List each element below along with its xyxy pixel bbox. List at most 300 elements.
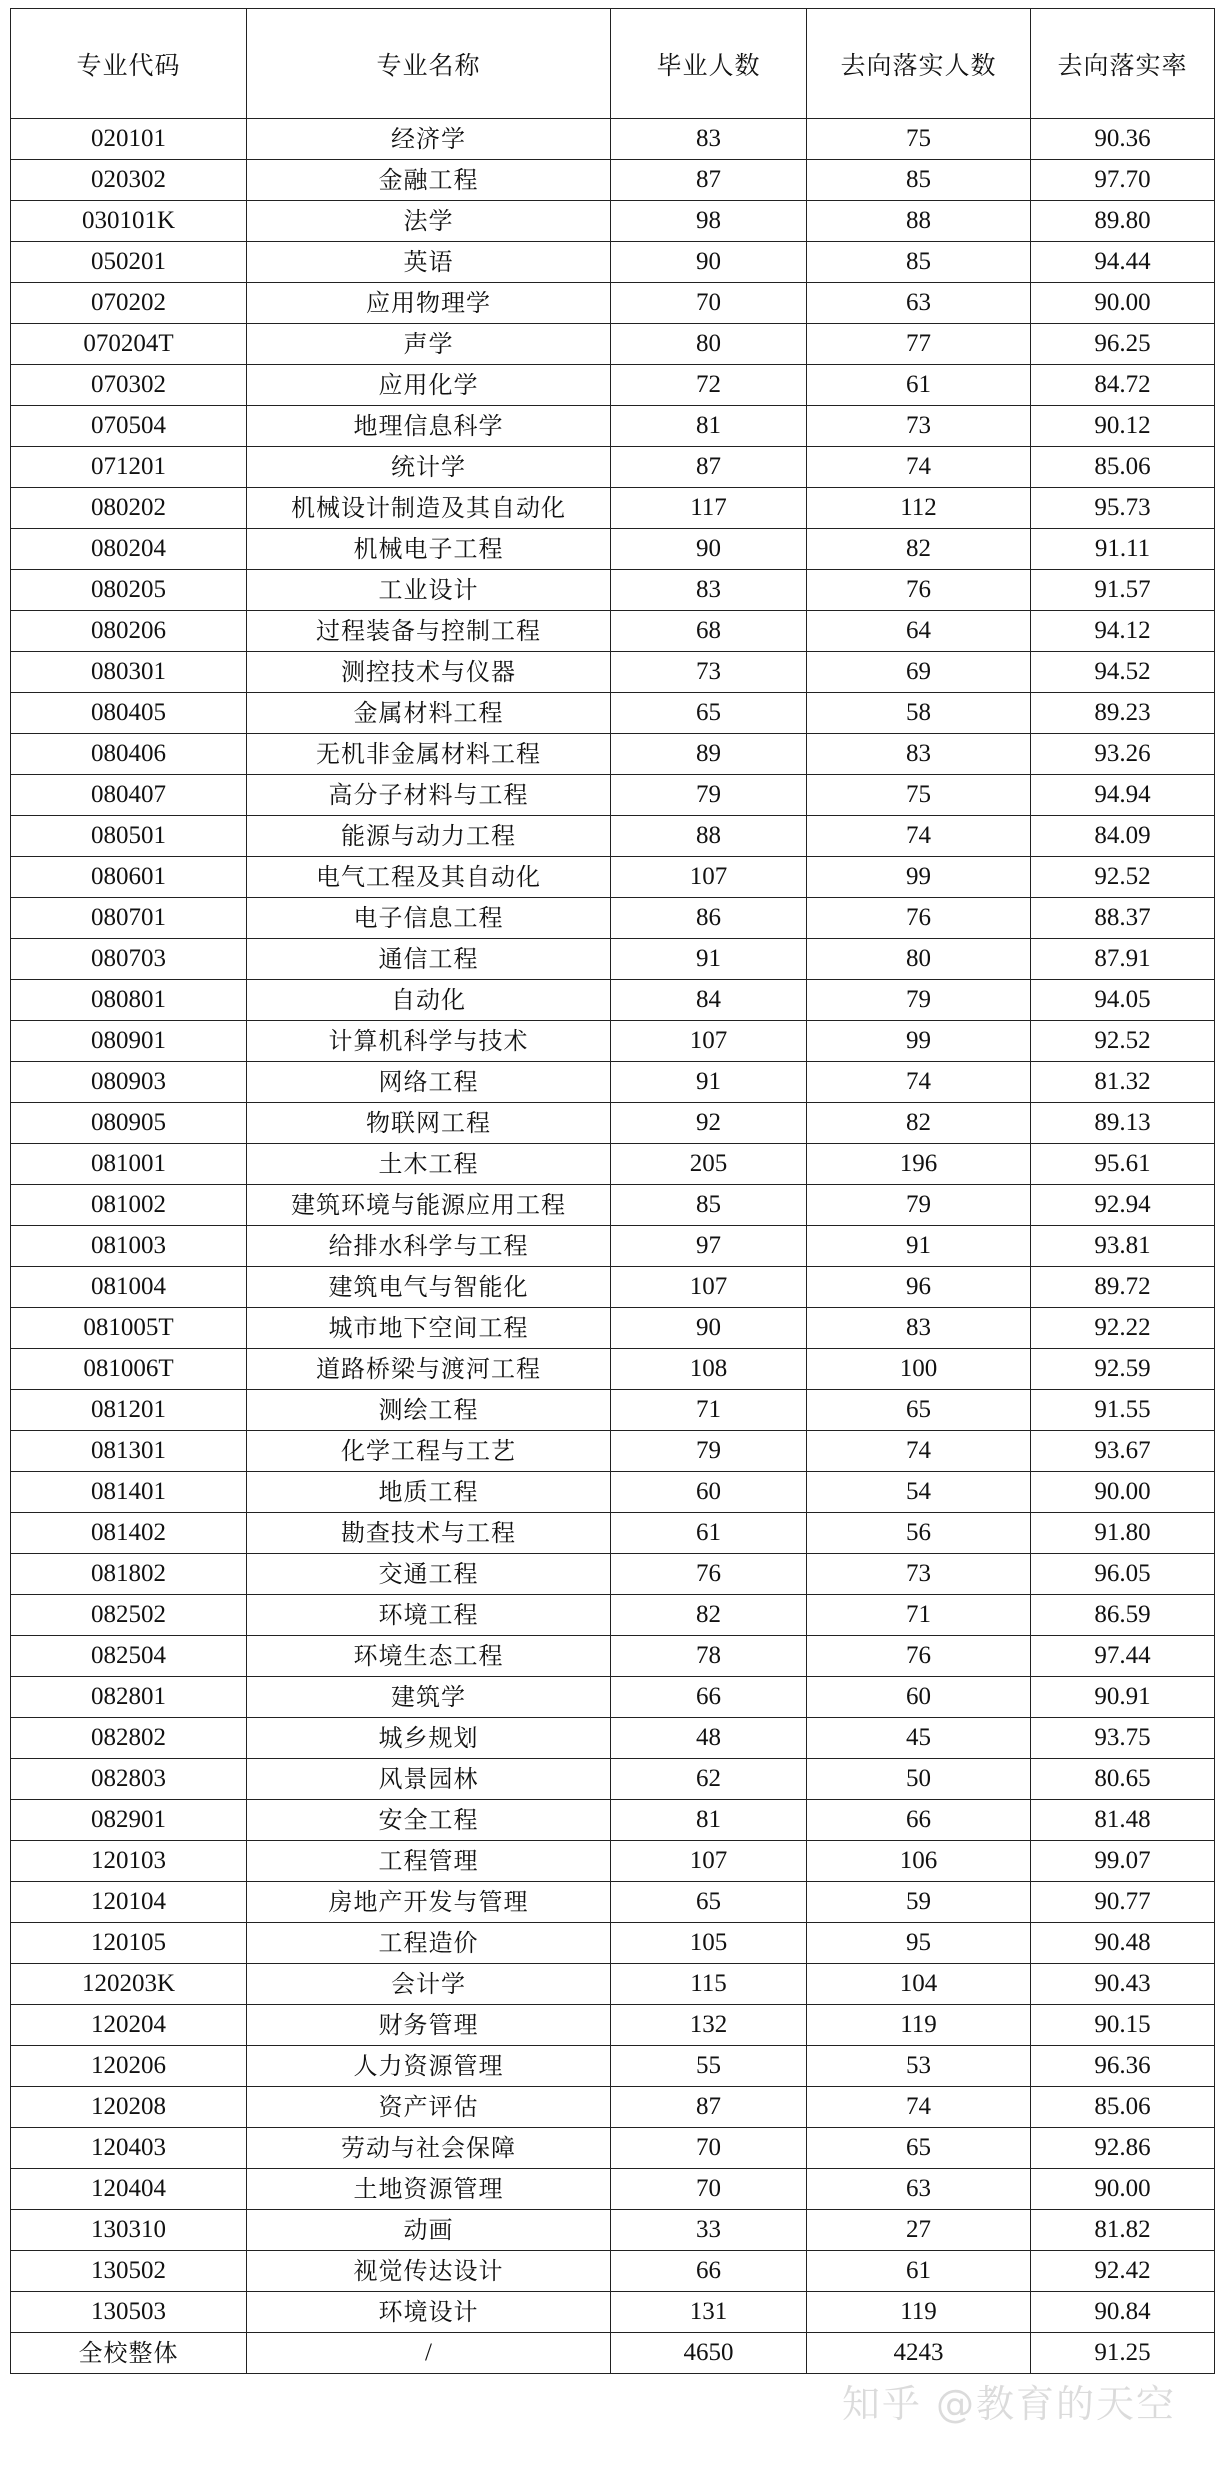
table-body	[11, 119, 1215, 2333]
cell-placement-rate: 89.80	[1031, 201, 1215, 242]
cell-placement-rate: 90.84	[1031, 2292, 1215, 2333]
cell-major-code: 070202	[11, 283, 247, 324]
table-row	[11, 1308, 1215, 1349]
cell-graduates: 70	[611, 2169, 807, 2210]
cell-major-name: 化学工程与工艺	[247, 1431, 611, 1472]
cell-placed: 77	[807, 324, 1031, 365]
table-row	[11, 1103, 1215, 1144]
cell-placement-rate: 92.52	[1031, 857, 1215, 898]
table-row	[11, 775, 1215, 816]
cell-major-name: 电气工程及其自动化	[247, 857, 611, 898]
cell-graduates: 107	[611, 1841, 807, 1882]
cell-major-name: 英语	[247, 242, 611, 283]
cell-major-name: 视觉传达设计	[247, 2251, 611, 2292]
cell-placement-rate: 99.07	[1031, 1841, 1215, 1882]
cell-major-code: 080703	[11, 939, 247, 980]
cell-placement-rate: 84.72	[1031, 365, 1215, 406]
cell-graduates: 105	[611, 1923, 807, 1964]
cell-placed: 95	[807, 1923, 1031, 1964]
table-row	[11, 201, 1215, 242]
cell-major-code: 071201	[11, 447, 247, 488]
cell-placement-rate: 81.48	[1031, 1800, 1215, 1841]
cell-major-name: 土木工程	[247, 1144, 611, 1185]
cell-placement-rate: 92.42	[1031, 2251, 1215, 2292]
cell-graduates: 73	[611, 652, 807, 693]
cell-placed: 75	[807, 119, 1031, 160]
cell-placement-rate: 88.37	[1031, 898, 1215, 939]
cell-graduates: 86	[611, 898, 807, 939]
cell-major-name: 应用化学	[247, 365, 611, 406]
cell-graduates: 87	[611, 160, 807, 201]
table-row	[11, 1267, 1215, 1308]
cell-major-code: 081201	[11, 1390, 247, 1431]
cell-graduates: 70	[611, 283, 807, 324]
cell-major-name: 网络工程	[247, 1062, 611, 1103]
cell-placement-rate: 93.67	[1031, 1431, 1215, 1472]
table-row	[11, 980, 1215, 1021]
cell-major-code: 081004	[11, 1267, 247, 1308]
cell-placement-rate: 90.15	[1031, 2005, 1215, 2046]
cell-placed: 99	[807, 1021, 1031, 1062]
cell-placement-rate: 85.06	[1031, 447, 1215, 488]
cell-major-code: 082801	[11, 1677, 247, 1718]
table-row	[11, 1759, 1215, 1800]
cell-graduates: 92	[611, 1103, 807, 1144]
cell-placement-rate: 90.43	[1031, 1964, 1215, 2005]
cell-major-code: 120204	[11, 2005, 247, 2046]
cell-placed: 82	[807, 529, 1031, 570]
table-row	[11, 1636, 1215, 1677]
table-row	[11, 242, 1215, 283]
cell-major-code: 080202	[11, 488, 247, 529]
cell-major-name: 能源与动力工程	[247, 816, 611, 857]
cell-graduates: 80	[611, 324, 807, 365]
cell-graduates: 70	[611, 2128, 807, 2169]
employment-rate-table	[10, 8, 1215, 2374]
table-row	[11, 1431, 1215, 1472]
cell-graduates: 115	[611, 1964, 807, 2005]
cell-major-name: 地理信息科学	[247, 406, 611, 447]
cell-placement-rate: 90.00	[1031, 283, 1215, 324]
cell-major-code: 081006T	[11, 1349, 247, 1390]
cell-major-code: 120104	[11, 1882, 247, 1923]
cell-graduates: 71	[611, 1390, 807, 1431]
table-row	[11, 160, 1215, 201]
total-label-cell: 全校整体	[11, 2333, 247, 2374]
table-row	[11, 1882, 1215, 1923]
cell-major-code: 070504	[11, 406, 247, 447]
cell-placed: 91	[807, 1226, 1031, 1267]
cell-major-name: 交通工程	[247, 1554, 611, 1595]
cell-placement-rate: 93.75	[1031, 1718, 1215, 1759]
cell-major-name: 风景园林	[247, 1759, 611, 1800]
cell-placed: 73	[807, 406, 1031, 447]
table-row	[11, 611, 1215, 652]
cell-major-code: 080701	[11, 898, 247, 939]
cell-major-name: 电子信息工程	[247, 898, 611, 939]
cell-graduates: 72	[611, 365, 807, 406]
cell-major-name: 自动化	[247, 980, 611, 1021]
cell-major-name: 机械电子工程	[247, 529, 611, 570]
cell-major-code: 050201	[11, 242, 247, 283]
cell-graduates: 205	[611, 1144, 807, 1185]
cell-graduates: 85	[611, 1185, 807, 1226]
cell-placed: 45	[807, 1718, 1031, 1759]
cell-major-code: 080601	[11, 857, 247, 898]
cell-placed: 80	[807, 939, 1031, 980]
cell-major-code: 080205	[11, 570, 247, 611]
cell-placed: 82	[807, 1103, 1031, 1144]
cell-placed: 99	[807, 857, 1031, 898]
cell-placement-rate: 81.32	[1031, 1062, 1215, 1103]
cell-major-code: 080801	[11, 980, 247, 1021]
cell-major-name: 机械设计制造及其自动化	[247, 488, 611, 529]
cell-placement-rate: 89.72	[1031, 1267, 1215, 1308]
cell-major-code: 081003	[11, 1226, 247, 1267]
cell-graduates: 83	[611, 119, 807, 160]
cell-major-code: 081001	[11, 1144, 247, 1185]
cell-placement-rate: 91.11	[1031, 529, 1215, 570]
cell-graduates: 76	[611, 1554, 807, 1595]
cell-graduates: 61	[611, 1513, 807, 1554]
cell-placed: 74	[807, 1062, 1031, 1103]
cell-graduates: 131	[611, 2292, 807, 2333]
cell-major-name: 城乡规划	[247, 1718, 611, 1759]
cell-major-name: 测控技术与仪器	[247, 652, 611, 693]
employment-table-sheet	[10, 8, 1214, 2478]
cell-major-code: 130310	[11, 2210, 247, 2251]
cell-major-code: 120403	[11, 2128, 247, 2169]
cell-graduates: 68	[611, 611, 807, 652]
cell-placed: 74	[807, 816, 1031, 857]
cell-major-name: 房地产开发与管理	[247, 1882, 611, 1923]
cell-major-name: 通信工程	[247, 939, 611, 980]
cell-placement-rate: 94.52	[1031, 652, 1215, 693]
table-row	[11, 529, 1215, 570]
cell-placed: 66	[807, 1800, 1031, 1841]
cell-graduates: 87	[611, 2087, 807, 2128]
cell-placement-rate: 96.25	[1031, 324, 1215, 365]
cell-placement-rate: 93.81	[1031, 1226, 1215, 1267]
cell-placement-rate: 86.59	[1031, 1595, 1215, 1636]
cell-major-name: 金融工程	[247, 160, 611, 201]
cell-placed: 74	[807, 2087, 1031, 2128]
cell-graduates: 81	[611, 1800, 807, 1841]
cell-placement-rate: 94.05	[1031, 980, 1215, 1021]
table-row	[11, 1677, 1215, 1718]
cell-major-name: 环境生态工程	[247, 1636, 611, 1677]
cell-placed: 59	[807, 1882, 1031, 1923]
table-row	[11, 734, 1215, 775]
table-row	[11, 1841, 1215, 1882]
cell-placed: 83	[807, 734, 1031, 775]
cell-major-name: 资产评估	[247, 2087, 611, 2128]
cell-major-code: 120208	[11, 2087, 247, 2128]
cell-placement-rate: 89.23	[1031, 693, 1215, 734]
cell-major-code: 030101K	[11, 201, 247, 242]
cell-placement-rate: 94.44	[1031, 242, 1215, 283]
cell-major-code: 080905	[11, 1103, 247, 1144]
cell-graduates: 90	[611, 242, 807, 283]
table-row	[11, 119, 1215, 160]
cell-major-name: 环境工程	[247, 1595, 611, 1636]
table-row	[11, 1595, 1215, 1636]
cell-placed: 85	[807, 160, 1031, 201]
cell-graduates: 98	[611, 201, 807, 242]
cell-graduates: 87	[611, 447, 807, 488]
cell-graduates: 55	[611, 2046, 807, 2087]
cell-major-code: 081002	[11, 1185, 247, 1226]
cell-major-code: 070204T	[11, 324, 247, 365]
cell-placed: 74	[807, 447, 1031, 488]
cell-placed: 58	[807, 693, 1031, 734]
cell-placement-rate: 92.52	[1031, 1021, 1215, 1062]
cell-graduates: 84	[611, 980, 807, 1021]
table-row	[11, 488, 1215, 529]
cell-placement-rate: 91.80	[1031, 1513, 1215, 1554]
cell-major-code: 080903	[11, 1062, 247, 1103]
table-row	[11, 939, 1215, 980]
cell-major-code: 082802	[11, 1718, 247, 1759]
cell-major-name: 无机非金属材料工程	[247, 734, 611, 775]
cell-major-name: 工程管理	[247, 1841, 611, 1882]
cell-placed: 119	[807, 2292, 1031, 2333]
cell-major-code: 080407	[11, 775, 247, 816]
cell-placement-rate: 81.82	[1031, 2210, 1215, 2251]
cell-major-code: 080405	[11, 693, 247, 734]
table-row	[11, 1390, 1215, 1431]
cell-placed: 88	[807, 201, 1031, 242]
cell-placed: 64	[807, 611, 1031, 652]
total-rate-cell: 91.25	[1031, 2333, 1215, 2374]
cell-major-name: 统计学	[247, 447, 611, 488]
cell-major-code: 080301	[11, 652, 247, 693]
cell-graduates: 78	[611, 1636, 807, 1677]
table-row	[11, 2210, 1215, 2251]
total-name-cell: /	[247, 2333, 611, 2374]
cell-placement-rate: 92.59	[1031, 1349, 1215, 1390]
cell-placement-rate: 84.09	[1031, 816, 1215, 857]
table-row	[11, 1554, 1215, 1595]
cell-major-code: 020302	[11, 160, 247, 201]
table-row	[11, 1349, 1215, 1390]
cell-graduates: 82	[611, 1595, 807, 1636]
cell-graduates: 90	[611, 1308, 807, 1349]
cell-major-name: 工程造价	[247, 1923, 611, 1964]
cell-placement-rate: 92.86	[1031, 2128, 1215, 2169]
table-row	[11, 447, 1215, 488]
cell-major-code: 120203K	[11, 1964, 247, 2005]
cell-placement-rate: 90.48	[1031, 1923, 1215, 1964]
cell-major-code: 081401	[11, 1472, 247, 1513]
cell-placed: 53	[807, 2046, 1031, 2087]
cell-major-code: 080901	[11, 1021, 247, 1062]
cell-placement-rate: 95.61	[1031, 1144, 1215, 1185]
cell-placement-rate: 80.65	[1031, 1759, 1215, 1800]
cell-major-name: 建筑环境与能源应用工程	[247, 1185, 611, 1226]
table-row	[11, 652, 1215, 693]
cell-placement-rate: 97.44	[1031, 1636, 1215, 1677]
cell-major-code: 082502	[11, 1595, 247, 1636]
cell-placed: 119	[807, 2005, 1031, 2046]
cell-graduates: 79	[611, 1431, 807, 1472]
cell-major-name: 建筑电气与智能化	[247, 1267, 611, 1308]
cell-graduates: 66	[611, 2251, 807, 2292]
cell-placement-rate: 90.77	[1031, 1882, 1215, 1923]
cell-placed: 61	[807, 365, 1031, 406]
total-graduates-cell: 4650	[611, 2333, 807, 2374]
table-row	[11, 857, 1215, 898]
cell-graduates: 91	[611, 939, 807, 980]
cell-placement-rate: 90.91	[1031, 1677, 1215, 1718]
cell-placed: 104	[807, 1964, 1031, 2005]
cell-placed: 27	[807, 2210, 1031, 2251]
cell-graduates: 66	[611, 1677, 807, 1718]
cell-placement-rate: 97.70	[1031, 160, 1215, 201]
cell-placed: 74	[807, 1431, 1031, 1472]
cell-major-name: 安全工程	[247, 1800, 611, 1841]
cell-placement-rate: 91.55	[1031, 1390, 1215, 1431]
cell-major-code: 080501	[11, 816, 247, 857]
cell-graduates: 108	[611, 1349, 807, 1390]
cell-graduates: 83	[611, 570, 807, 611]
cell-placement-rate: 93.26	[1031, 734, 1215, 775]
table-row	[11, 816, 1215, 857]
cell-graduates: 88	[611, 816, 807, 857]
table-row	[11, 406, 1215, 447]
cell-placed: 60	[807, 1677, 1031, 1718]
cell-placement-rate: 96.36	[1031, 2046, 1215, 2087]
cell-placed: 61	[807, 2251, 1031, 2292]
table-row	[11, 1718, 1215, 1759]
table-row	[11, 1021, 1215, 1062]
table-row	[11, 2087, 1215, 2128]
cell-placed: 85	[807, 242, 1031, 283]
cell-graduates: 107	[611, 857, 807, 898]
table-row	[11, 2251, 1215, 2292]
cell-placed: 65	[807, 1390, 1031, 1431]
cell-placement-rate: 92.22	[1031, 1308, 1215, 1349]
cell-placed: 54	[807, 1472, 1031, 1513]
cell-graduates: 65	[611, 693, 807, 734]
cell-graduates: 132	[611, 2005, 807, 2046]
cell-placement-rate: 87.91	[1031, 939, 1215, 980]
cell-major-name: 经济学	[247, 119, 611, 160]
cell-major-name: 金属材料工程	[247, 693, 611, 734]
cell-major-code: 081402	[11, 1513, 247, 1554]
table-row	[11, 1062, 1215, 1103]
header-graduates: 毕业人数	[611, 9, 807, 119]
table-row	[11, 2128, 1215, 2169]
cell-placement-rate: 85.06	[1031, 2087, 1215, 2128]
cell-major-name: 人力资源管理	[247, 2046, 611, 2087]
cell-major-code: 080206	[11, 611, 247, 652]
cell-major-name: 测绘工程	[247, 1390, 611, 1431]
cell-placement-rate: 94.12	[1031, 611, 1215, 652]
cell-placed: 63	[807, 283, 1031, 324]
cell-placed: 71	[807, 1595, 1031, 1636]
cell-placement-rate: 91.57	[1031, 570, 1215, 611]
cell-placed: 75	[807, 775, 1031, 816]
cell-major-name: 勘查技术与工程	[247, 1513, 611, 1554]
header-major-code: 专业代码	[11, 9, 247, 119]
cell-placement-rate: 94.94	[1031, 775, 1215, 816]
cell-major-name: 法学	[247, 201, 611, 242]
cell-major-code: 082504	[11, 1636, 247, 1677]
table-row	[11, 1144, 1215, 1185]
cell-major-name: 地质工程	[247, 1472, 611, 1513]
table-row	[11, 1226, 1215, 1267]
table-row	[11, 2169, 1215, 2210]
cell-placed: 106	[807, 1841, 1031, 1882]
cell-major-name: 计算机科学与技术	[247, 1021, 611, 1062]
cell-major-name: 建筑学	[247, 1677, 611, 1718]
cell-graduates: 62	[611, 1759, 807, 1800]
table-row	[11, 1964, 1215, 2005]
cell-major-name: 环境设计	[247, 2292, 611, 2333]
cell-graduates: 89	[611, 734, 807, 775]
cell-placement-rate: 90.00	[1031, 2169, 1215, 2210]
table-total-row	[11, 2333, 1215, 2374]
cell-major-name: 道路桥梁与渡河工程	[247, 1349, 611, 1390]
cell-major-name: 应用物理学	[247, 283, 611, 324]
cell-major-code: 082901	[11, 1800, 247, 1841]
table-row	[11, 898, 1215, 939]
table-row	[11, 1472, 1215, 1513]
table-row	[11, 1185, 1215, 1226]
cell-major-code: 020101	[11, 119, 247, 160]
cell-placed: 196	[807, 1144, 1031, 1185]
cell-placed: 65	[807, 2128, 1031, 2169]
cell-graduates: 107	[611, 1021, 807, 1062]
cell-graduates: 91	[611, 1062, 807, 1103]
table-row	[11, 1923, 1215, 1964]
cell-major-name: 过程装备与控制工程	[247, 611, 611, 652]
table-row	[11, 324, 1215, 365]
cell-graduates: 79	[611, 775, 807, 816]
cell-major-name: 财务管理	[247, 2005, 611, 2046]
cell-major-name: 给排水科学与工程	[247, 1226, 611, 1267]
cell-major-code: 120206	[11, 2046, 247, 2087]
header-placement-rate: 去向落实率	[1031, 9, 1215, 119]
cell-placement-rate: 90.36	[1031, 119, 1215, 160]
cell-placed: 79	[807, 1185, 1031, 1226]
cell-placed: 83	[807, 1308, 1031, 1349]
cell-placement-rate: 96.05	[1031, 1554, 1215, 1595]
cell-placed: 112	[807, 488, 1031, 529]
cell-placement-rate: 90.00	[1031, 1472, 1215, 1513]
cell-graduates: 81	[611, 406, 807, 447]
cell-placed: 100	[807, 1349, 1031, 1390]
cell-major-name: 动画	[247, 2210, 611, 2251]
cell-placed: 50	[807, 1759, 1031, 1800]
cell-major-code: 120404	[11, 2169, 247, 2210]
table-row	[11, 693, 1215, 734]
header-major-name: 专业名称	[247, 9, 611, 119]
cell-placed: 56	[807, 1513, 1031, 1554]
cell-major-code: 120105	[11, 1923, 247, 1964]
cell-graduates: 48	[611, 1718, 807, 1759]
cell-major-name: 会计学	[247, 1964, 611, 2005]
table-row	[11, 2005, 1215, 2046]
cell-major-name: 土地资源管理	[247, 2169, 611, 2210]
cell-graduates: 97	[611, 1226, 807, 1267]
table-row	[11, 2292, 1215, 2333]
cell-placed: 76	[807, 570, 1031, 611]
table-header-row	[11, 9, 1215, 119]
cell-graduates: 107	[611, 1267, 807, 1308]
table-row	[11, 1800, 1215, 1841]
